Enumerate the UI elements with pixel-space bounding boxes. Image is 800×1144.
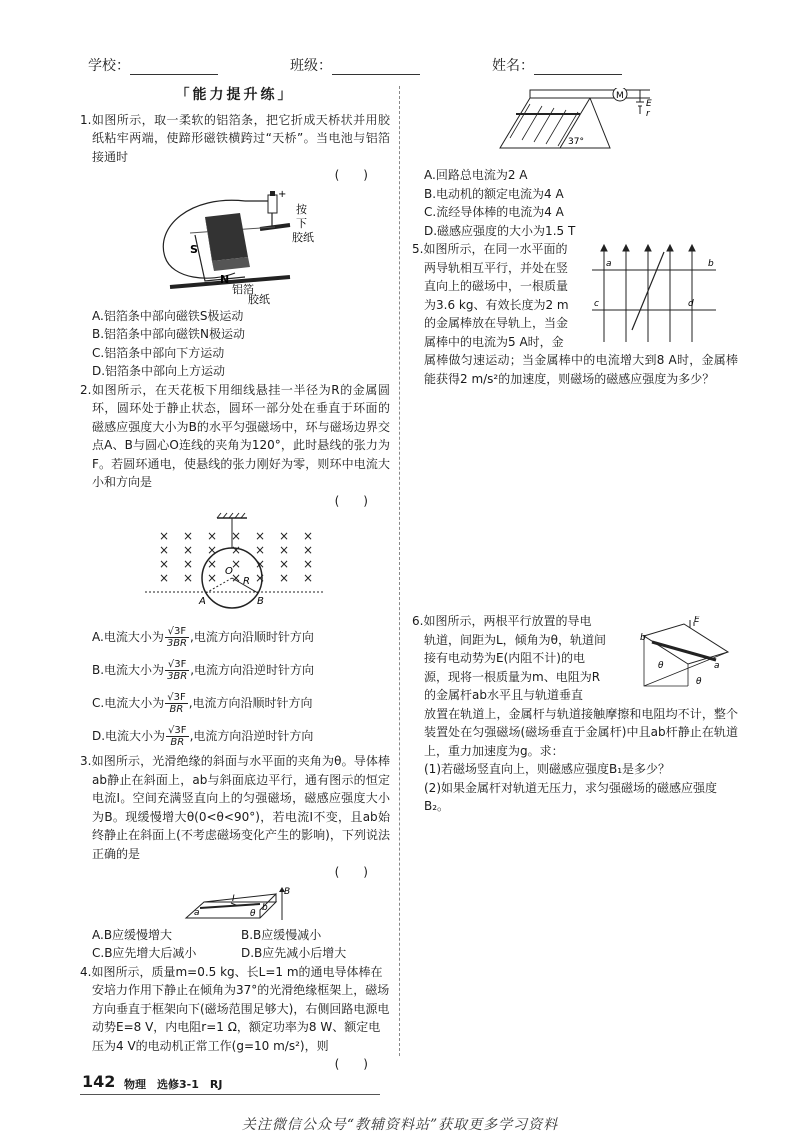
field-cross: × — [303, 529, 314, 543]
question-2-option-c[interactable] — [80, 692, 390, 715]
fig5-c-label: c — [594, 299, 599, 309]
question-1-option-c[interactable]: C.铝箔条中部向下方运动 — [92, 345, 225, 360]
question-3-option-b[interactable]: B.B应缓慢减小 — [241, 927, 322, 942]
question-3-option-a[interactable]: A.B应缓慢增大 — [92, 927, 173, 942]
fig4-angle-label: 37° — [568, 137, 584, 147]
ring-magnetic-field-figure — [145, 512, 325, 620]
question-2-option-b[interactable] — [80, 659, 390, 682]
question-6-stem-top — [412, 612, 620, 705]
field-cross: × — [303, 543, 314, 557]
field-cross: × — [231, 571, 242, 585]
question-1-stem: 1.如图所示，取一柔软的铝箔条，把它折成天桥状并用胶纸粘牢两端，使蹄形磁铁横跨过“天桥”。当电池与铝箔接通时 — [80, 112, 390, 164]
motor-incline-figure — [490, 88, 660, 164]
q2c-prefix: C.电流大小为 — [92, 696, 165, 710]
school-blank[interactable] — [130, 60, 218, 75]
q2a-numerator: √3F — [165, 626, 189, 638]
question-3-options-row-1 — [80, 926, 390, 945]
question-1-option-b[interactable]: B.铝箔条中部向磁铁N极运动 — [92, 327, 246, 341]
fig6-emf-label: E — [694, 616, 700, 625]
question-2-answer-bracket: ( ) — [334, 493, 368, 508]
footer-rule — [80, 1094, 380, 1095]
field-cross: × — [159, 571, 170, 585]
fig5-a-label: a — [606, 259, 612, 269]
q2c-denominator: BR — [169, 704, 184, 715]
field-cross: × — [207, 557, 218, 571]
fig1-press-label: 按 — [296, 202, 307, 216]
fig6-theta-bottom-label: θ — [696, 677, 702, 687]
question-3-option-c[interactable]: C.B应先增大后减小 — [92, 946, 197, 960]
question-5-line-3: 直向上的磁场中，一根质量 — [424, 279, 569, 293]
q2d-prefix: D.电流大小为 — [92, 729, 166, 743]
q2b-denominator: 3BR — [167, 671, 188, 682]
field-cross: × — [183, 543, 194, 557]
school-label: 学校： — [88, 58, 130, 74]
field-cross: × — [183, 571, 194, 585]
question-4-option-b[interactable]: B.电动机的额定电流为4 A — [424, 186, 564, 201]
rails-vertical-field-figure — [592, 242, 722, 346]
fig1-plus-label: + — [278, 188, 287, 200]
field-cross: × — [279, 529, 290, 543]
fig1-foil-label: 铝箔 — [232, 282, 254, 296]
question-3-options-row-2 — [80, 944, 390, 963]
question-5-stem-rest: 属棒做匀速运动；当金属棒中的电流增大到8 A时，金属棒能获得2 m/s²的加速度，则磁场的磁感应强度为多少？ — [424, 353, 738, 386]
question-6-line-2: 轨道，间距为L，倾角为θ，轨道间 — [424, 632, 607, 647]
question-4-option-c[interactable]: C.流经导体棒的电流为4 A — [424, 205, 564, 219]
question-4 — [80, 963, 390, 1074]
q2a-suffix: ,电流方向沿顺时针方向 — [190, 630, 314, 644]
fig1-s-pole-label: S — [190, 242, 198, 256]
q2c-numerator: √3F — [167, 692, 186, 703]
section-title: 「能力提升练」 — [175, 87, 295, 103]
field-cross: × — [303, 557, 314, 571]
field-cross: × — [231, 557, 242, 571]
fig5-b-label: b — [708, 259, 714, 269]
fig3-current-label: I — [232, 893, 235, 904]
inclined-rails-emf-figure — [624, 616, 734, 696]
fig1-tape-bottom-label: 胶纸 — [248, 292, 270, 305]
fig6-b-label: b — [640, 633, 646, 643]
field-cross: × — [207, 529, 218, 543]
question-4-stem: 4.如图所示，质量m=0.5 kg、长L=1 m的通电导体棒在安培力作用下静止在倾角为37°的光滑绝缘框架上，磁场方向垂直于框架向下(磁场范围足够大)，右侧回路电源电动势E=8 V，内电阻r=1 Ω，额定功率为8 W、额定电压为4 V的电动机正常工作(g=10 m/s²)，则 — [80, 964, 390, 1053]
question-2 — [80, 381, 390, 749]
field-cross: × — [231, 529, 242, 543]
fig1-down-label: 下 — [296, 216, 307, 230]
field-cross: × — [159, 529, 170, 543]
field-cross: × — [183, 529, 194, 543]
question-6-stem-rest: 放置在轨道上，金属杆与轨道接触摩擦和电阻均不计，整个装置处在匀强磁场(磁场垂直于金属杆)中且ab杆静止在轨道上，重力加速度为g。求： — [424, 706, 738, 758]
left-column — [80, 86, 390, 1074]
name-field — [492, 55, 622, 75]
field-cross: × — [279, 571, 290, 585]
field-cross: × — [231, 543, 242, 557]
fig6-a-label: a — [714, 661, 720, 671]
watermark-text: 关注微信公众号“教辅资料站”获取更多学习资料 — [241, 1117, 559, 1133]
fig3-a-label: a — [194, 907, 200, 918]
field-cross: × — [279, 543, 290, 557]
fig3-field-label: B — [284, 886, 290, 897]
question-5-line-6: 属棒中的电流为5 A时，金 — [424, 334, 564, 349]
question-6-part-1: (1)若磁场竖直向上，则磁感应强度B₁是多少？ — [424, 762, 671, 776]
question-4-option-a[interactable]: A.回路总电流为2 A — [424, 168, 528, 182]
question-1 — [80, 111, 390, 381]
q2d-suffix: ,电流方向沿逆时针方向 — [189, 729, 314, 743]
q2b-prefix: B.电流大小为 — [92, 663, 165, 677]
question-1-option-d[interactable]: D.铝箔条中部向上方运动 — [92, 364, 226, 378]
school-field — [88, 55, 218, 75]
q2d-numerator: √3F — [168, 725, 187, 736]
fig2-point-a-label: A — [199, 596, 206, 607]
q2c-suffix: ,电流方向沿顺时针方向 — [188, 696, 313, 710]
book-info: 物理 选修3-1 RJ — [124, 1078, 223, 1091]
q2d-denominator: BR — [170, 737, 185, 748]
class-field — [290, 55, 420, 75]
question-5 — [412, 240, 738, 388]
fig4-internal-r-label: r — [646, 109, 650, 119]
page-number: 142 — [82, 1072, 116, 1091]
field-cross: × — [207, 543, 218, 557]
fig1-tape-top-label: 胶纸 — [292, 230, 314, 244]
magnetic-field-crosses — [159, 529, 313, 585]
question-6-part-2: (2)如果金属杆对轨道无压力，求匀强磁场的磁感应强度B₂。 — [424, 780, 718, 813]
question-6-line-3: 接有电动势为E(内阻不计)的电 — [424, 651, 585, 665]
fig4-motor-label: M — [616, 91, 624, 101]
question-2-stem: 2.如图所示，在天花板下用细线悬挂一半径为R的金属圆环，圆环处于静止状态，圆环一部分处在垂直于环面的磁感应强度大小为B的水平匀强磁场中，环与磁场边界交点A、B与圆心O连线的夹角为120°，此时悬线的张力为F。若圆环通电，使悬线的张力刚好为零，则环中电流大小和方向是 — [80, 382, 390, 489]
field-cross: × — [303, 571, 314, 585]
question-3 — [80, 752, 390, 963]
fig3-theta-label: θ — [250, 908, 256, 919]
q2b-numerator: √3F — [165, 659, 189, 671]
fig2-center-o-label: O — [225, 566, 233, 577]
fig2-radius-label: R — [243, 576, 250, 587]
q2b-suffix: ,电流方向沿逆时针方向 — [190, 663, 315, 677]
name-label: 姓名： — [492, 58, 534, 74]
question-2-option-a[interactable] — [80, 626, 390, 649]
field-cross: × — [159, 557, 170, 571]
question-5-line-5: 的金属棒放在导轨上，当金 — [424, 316, 569, 330]
field-cross: × — [255, 529, 266, 543]
fig2-point-b-label: B — [257, 596, 264, 607]
field-cross: × — [255, 571, 266, 585]
field-cross: × — [279, 557, 290, 571]
fig6-theta-left-label: θ — [658, 661, 664, 671]
question-1-option-a[interactable]: A.铝箔条中部向磁铁S极运动 — [92, 308, 244, 323]
q2a-fraction — [165, 626, 189, 649]
question-3-stem: 3.如图所示，光滑绝缘的斜面与水平面的夹角为θ。导体棒ab静止在斜面上，ab与斜面底边平行，通有图示的恒定电流I。空间充满竖直向上的匀强磁场，磁感应强度大小为B。现缓慢增大θ(0<θ<90°)，若电流I不变，且ab始终静止在斜面上(不考虑磁场变化产生的影响)，下列说法正确的是 — [80, 754, 390, 861]
fig5-d-label: d — [688, 299, 694, 309]
class-label: 班级： — [290, 58, 332, 74]
name-blank[interactable] — [534, 60, 622, 75]
question-5-line-1: 5.如图所示，在同一水平面的 — [412, 242, 568, 256]
fig3-b-label: b — [262, 902, 268, 913]
field-cross: × — [159, 543, 170, 557]
question-4-option-d[interactable]: D.磁感应强度的大小为1.5 T — [424, 223, 576, 238]
q2a-prefix: A.电流大小为 — [92, 630, 164, 644]
class-blank[interactable] — [332, 60, 420, 75]
field-cross: × — [183, 557, 194, 571]
question-6-line-1: 6.如图所示，两根平行放置的导电 — [412, 614, 592, 628]
question-5-line-4: 为3.6 kg、有效长度为2 m — [424, 297, 569, 312]
field-cross: × — [255, 557, 266, 571]
header-fields — [88, 50, 708, 80]
question-6-line-4: 源，现将一根质量为m、电阻为R — [424, 669, 601, 684]
question-5-line-2: 两导轨相互平行，并处在竖 — [424, 260, 569, 275]
q2a-denominator: 3BR — [166, 638, 187, 649]
question-2-option-d[interactable] — [80, 725, 390, 748]
incline-rod-figure — [180, 884, 290, 924]
question-6-line-5: 的金属杆ab水平且与轨道垂直 — [424, 688, 583, 702]
question-5-stem-top — [412, 240, 602, 351]
field-cross: × — [255, 543, 266, 557]
question-1-answer-bracket: ( ) — [334, 168, 368, 182]
field-cross: × — [207, 571, 218, 585]
fig4-emf-label: E — [646, 99, 652, 109]
q2d-fraction — [166, 725, 189, 748]
column-divider — [399, 86, 400, 1056]
question-6 — [412, 612, 738, 816]
q2b-fraction — [165, 659, 189, 682]
fig1-n-pole-label: N — [220, 272, 230, 286]
right-column — [412, 86, 738, 813]
aluminum-foil-bridge-figure — [150, 187, 320, 305]
question-3-answer-bracket: ( ) — [334, 865, 368, 879]
q2c-fraction — [165, 692, 188, 715]
question-3-option-d[interactable]: D.B应先减小后增大 — [241, 946, 347, 960]
question-4-answer-bracket: ( ) — [334, 1057, 368, 1071]
